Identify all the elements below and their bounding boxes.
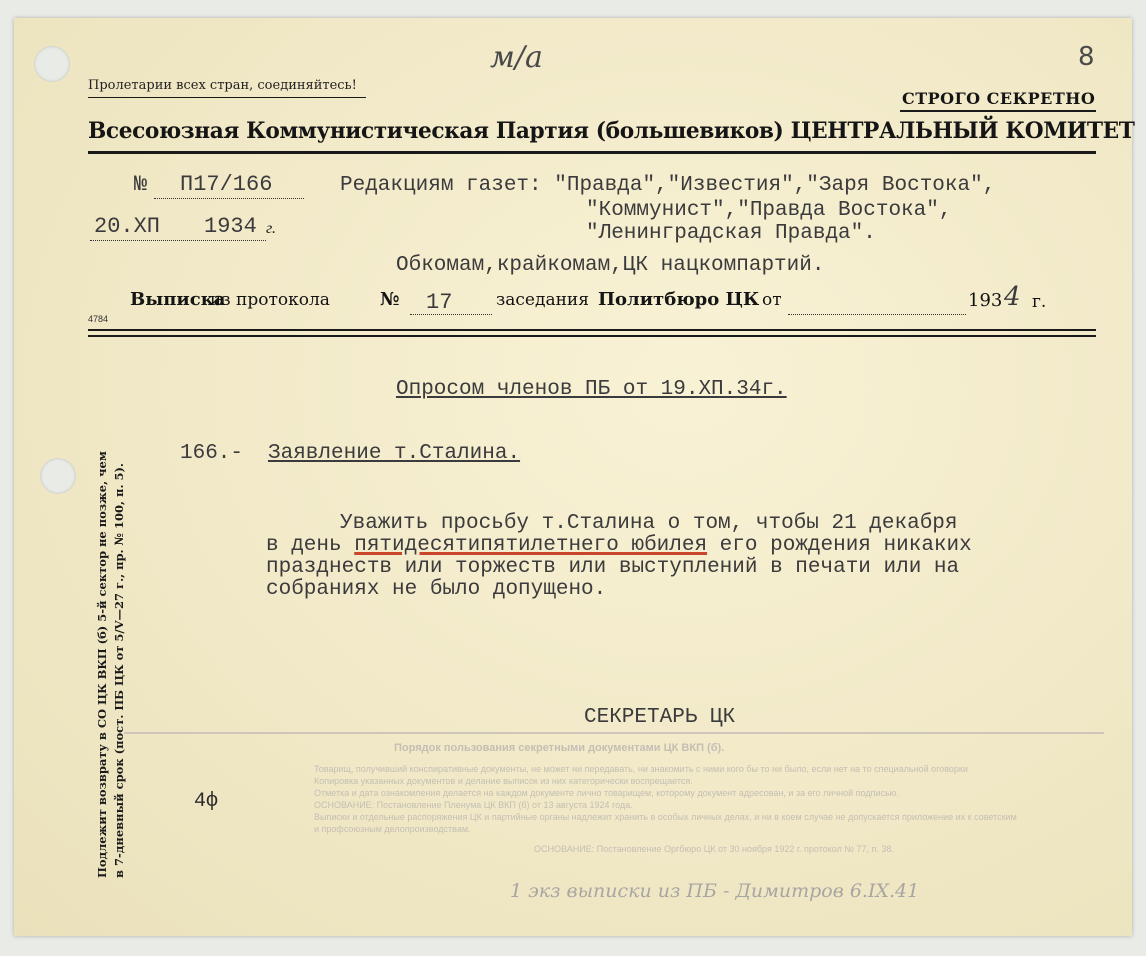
item-title: Заявление т.Сталина.	[268, 442, 521, 465]
extract-from-protocol: из протокола	[210, 290, 330, 310]
para-line-1: Уважить просьбу т.Сталина о том, чтобы 21 декабря	[340, 512, 958, 535]
from-text: от	[762, 290, 782, 310]
para-line-3: празднеств или торжеств или выступлений в печати или на	[266, 556, 960, 579]
party-title: Всесоюзная Коммунистическая Партия (большевиков) ЦЕНТРАЛЬНЫЙ КОМИТЕТ	[88, 118, 1135, 144]
slogan: Пролетарии всех стран, соединяйтесь!	[88, 78, 357, 93]
rules-line-3: Отметка и дата ознакомления делается на каждом документе лично товарищем, которому документ адресован, и за его личной подписью.	[314, 788, 899, 798]
rules-line-4: ОСНОВАНИЕ: Постановление Пленума ЦК ВКП (б) от 13 августа 1924 года.	[314, 800, 633, 810]
header-rule	[88, 151, 1096, 154]
rules-line-6: и профсоюзным делопроизводствам.	[314, 824, 471, 834]
para-line-4: собраниях не было допущено.	[266, 578, 607, 601]
classification-underline	[900, 110, 1096, 112]
poll-line: Опросом членов ПБ от 19.ХП.34г.	[396, 378, 787, 401]
rules-line-7: ОСНОВАНИЕ: Постановление Оргбюро ЦК от 30 ноября 1922 г. протокол № 77, п. 38.	[534, 844, 894, 854]
copies-count: 4ф	[194, 790, 219, 813]
rules-line-1: Товарищ, получивший конспиративные документы, не может ни передавать, ни знакомить с ними кого бы то ни было, если нет на то специальной оговорки	[314, 764, 968, 774]
doc-number-prefix: №	[134, 172, 148, 197]
year-printed: 193	[968, 290, 1003, 311]
handwritten-mark: м/а	[490, 40, 543, 75]
item-number: 166.-	[180, 442, 244, 465]
rules-heading: Порядок пользования секретными документами ЦК ВКП (б).	[394, 742, 725, 754]
extract-label: Выписка	[130, 289, 226, 310]
recipients-line-2: "Коммунист","Правда Востока",	[586, 199, 952, 222]
para-line-2-start: в день	[266, 534, 355, 557]
form-code: 4784	[88, 314, 109, 324]
return-instruction	[94, 451, 128, 878]
para-line-2	[266, 534, 972, 557]
pencil-archive-note: 1 экз выписки из ПБ - Димитров 6.IX.41	[510, 880, 920, 902]
slogan-underline	[88, 97, 366, 98]
year-suffix: г.	[1032, 292, 1047, 312]
protocol-number: 17	[426, 290, 453, 315]
para-line-2-end: его рождения никаких	[707, 534, 972, 557]
rules-line-2: Копировка указанных документов и делание выписок из них категорически воспрещается.	[314, 776, 693, 786]
rules-line-5: Выписки и отдельные распоряжения ЦК и партийные органы надлежит хранить в особых личных делах, и ни в коем случае не допускается приложение их к советским	[314, 812, 1017, 822]
politburo-label: Политбюро ЦК	[598, 289, 760, 310]
red-underlined-phrase: пятидесятипятилетнего юбилея	[354, 534, 708, 557]
footer-rule	[124, 732, 1104, 734]
year-handwritten: 4	[1004, 282, 1021, 312]
date-year-suffix: г.	[266, 220, 277, 237]
return-instruction-line-2: в 7-дневный срок (пост. ПБ ЦК от 5/V—27 г., пр. № 100, п. 5).	[112, 463, 126, 878]
recipients-line-4: Обкомам,крайкомам,ЦК нацкомпартий.	[396, 254, 825, 277]
date-dotline	[90, 240, 266, 241]
protocol-number-dotline	[410, 314, 492, 315]
classification-stamp: СТРОГО СЕКРЕТНО	[902, 89, 1096, 108]
number-dotline	[154, 198, 304, 199]
protocol-number-sign: №	[380, 289, 400, 310]
session-date-dotline	[788, 314, 966, 315]
date-year: 1934	[204, 214, 257, 239]
date-day: 20.ХП	[94, 214, 161, 239]
page-number: 8	[1078, 42, 1095, 72]
punch-hole-top	[34, 46, 70, 82]
session-text: заседания	[496, 290, 589, 310]
doc-number: П17/166	[180, 172, 273, 197]
double-rule-top	[88, 329, 1096, 331]
punch-hole-middle	[40, 458, 76, 494]
recipients-line-1: Редакциям газет: "Правда","Известия","Заря Востока",	[340, 174, 996, 197]
recipients-line-3: "Ленинградская Правда".	[586, 222, 876, 245]
double-rule-bottom	[88, 335, 1096, 337]
return-instruction-line-1: Подлежит возврату в СО ЦК ВКП (б) 5-й сектор не позже, чем	[95, 451, 109, 878]
document-sheet	[14, 18, 1135, 936]
secretary-signature: СЕКРЕТАРЬ ЦК	[584, 706, 736, 729]
